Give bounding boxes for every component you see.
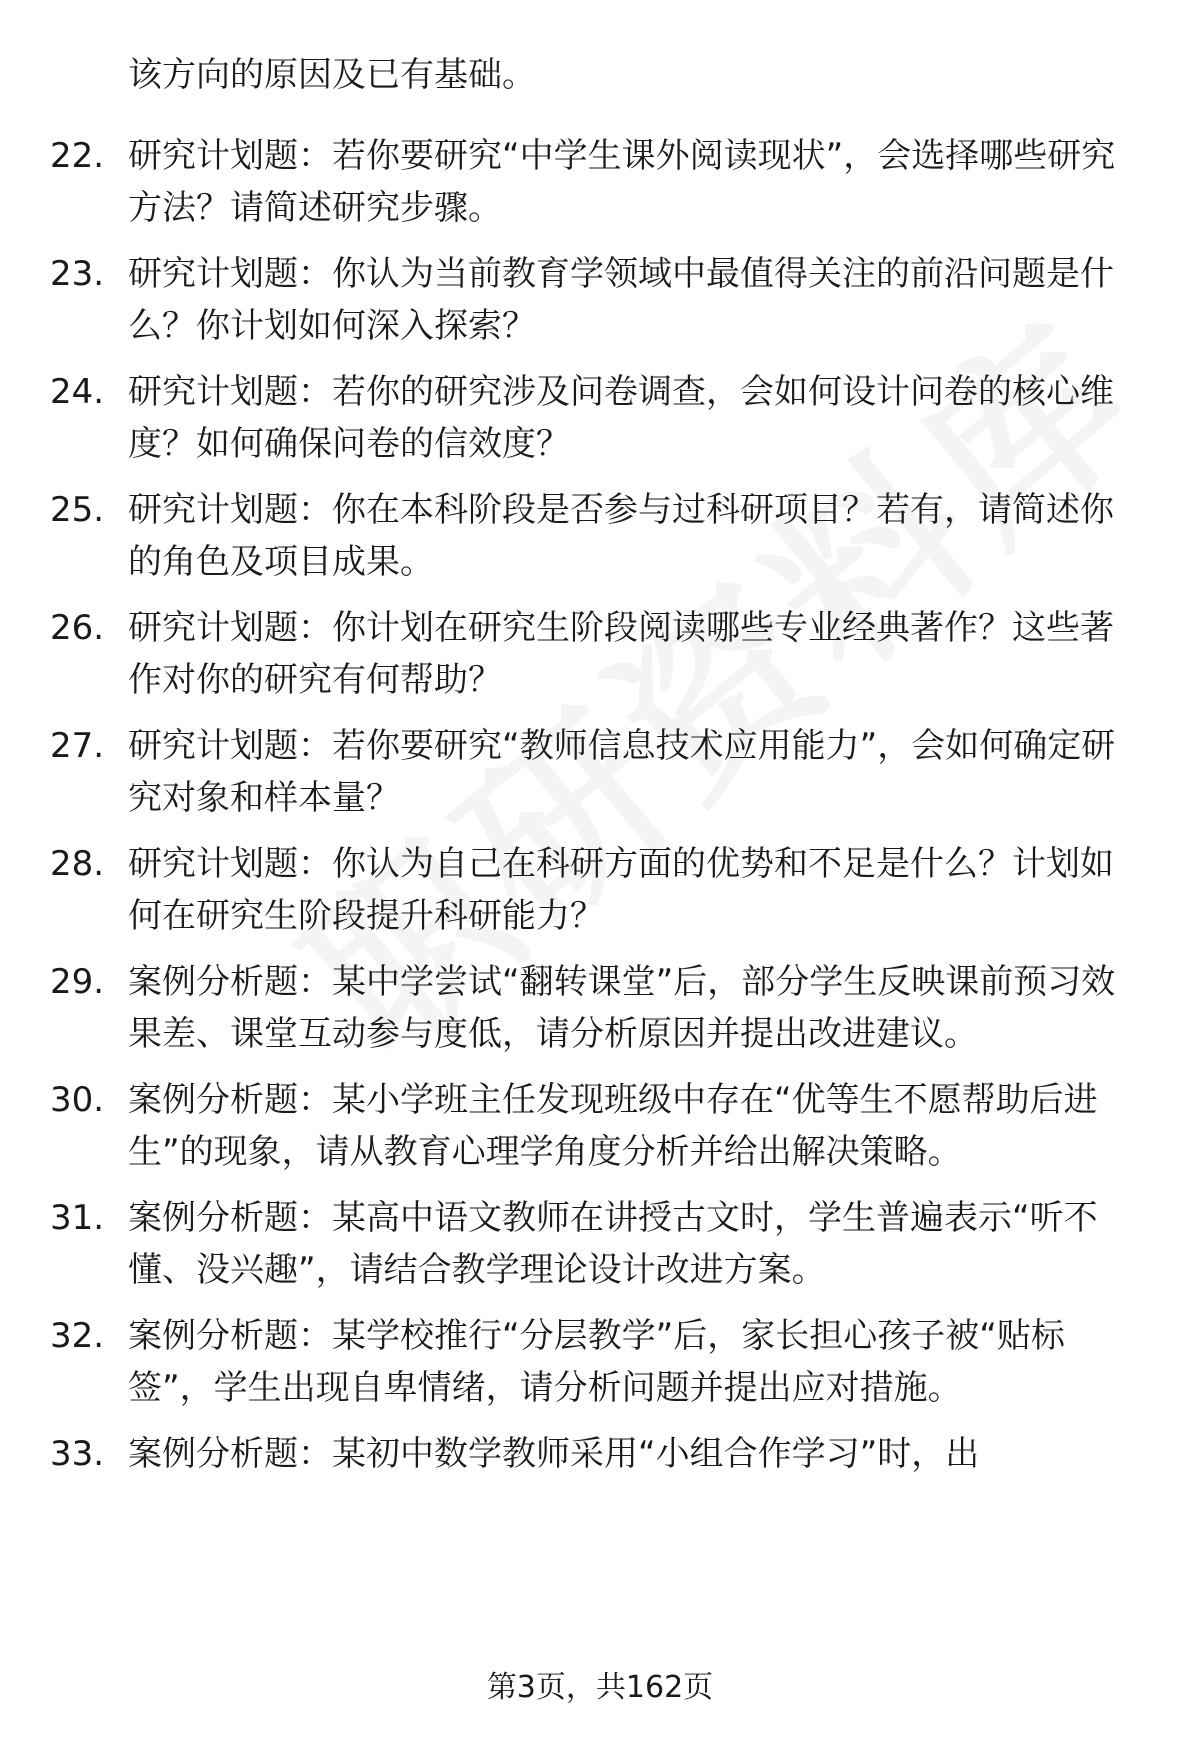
question-text: 研究计划题：你计划在研究生阶段阅读哪些专业经典著作？这些著作对你的研究有何帮助？: [128, 608, 1114, 700]
question-number: 27.: [50, 726, 105, 766]
question-text: 研究计划题：若你的研究涉及问卷调查，会如何设计问卷的核心维度？如何确保问卷的信效度？: [128, 372, 1114, 464]
question-text: 案例分析题：某高中语文教师在讲授古文时，学生普遍表示“听不懂、没兴趣”，请结合教学理论设计改进方案。: [128, 1198, 1098, 1290]
question-text: 案例分析题：某小学班主任发现班级中存在“优等生不愿帮助后进生”的现象，请从教育心理学角度分析并给出解决策略。: [128, 1080, 1098, 1172]
question-number: 28.: [50, 844, 105, 884]
question-text: 研究计划题：你认为当前教育学领域中最值得关注的前沿问题是什么？你计划如何深入探索？: [128, 254, 1114, 346]
question-text: 案例分析题：某初中数学教师采用“小组合作学习”时，出: [128, 1434, 980, 1474]
question-number: 30.: [50, 1080, 105, 1120]
question-text: 研究计划题：若你要研究“教师信息技术应用能力”，会如何确定研究对象和样本量？: [128, 726, 1116, 818]
continuation-text: 该方向的原因及已有基础。: [128, 55, 536, 95]
question-number: 33.: [50, 1434, 105, 1474]
question-text: 研究计划题：你在本科阶段是否参与过科研项目？若有，请简述你的角色及项目成果。: [128, 490, 1114, 582]
question-number: 22.: [50, 136, 105, 176]
question-number: 26.: [50, 608, 105, 648]
question-number: 23.: [50, 254, 105, 294]
question-number: 32.: [50, 1316, 105, 1356]
question-text: 案例分析题：某学校推行“分层教学”后，家长担心孩子被“贴标签”，学生出现自卑情绪，请分析问题并提出应对措施。: [128, 1316, 1065, 1408]
question-text: 研究计划题：你认为自己在科研方面的优势和不足是什么？计划如何在研究生阶段提升科研能力？: [128, 844, 1114, 936]
question-text: 案例分析题：某中学尝试“翻转课堂”后，部分学生反映课前预习效果差、课堂互动参与度低，请分析原因并提出改进建议。: [128, 962, 1116, 1054]
question-text: 研究计划题：若你要研究“中学生课外阅读现状”，会选择哪些研究方法？请简述研究步骤。: [128, 136, 1116, 228]
question-number: 31.: [50, 1198, 105, 1238]
page-number: 第3页，共162页: [486, 1670, 714, 1705]
question-number: 24.: [50, 372, 105, 412]
question-number: 29.: [50, 962, 105, 1002]
question-number: 25.: [50, 490, 105, 530]
